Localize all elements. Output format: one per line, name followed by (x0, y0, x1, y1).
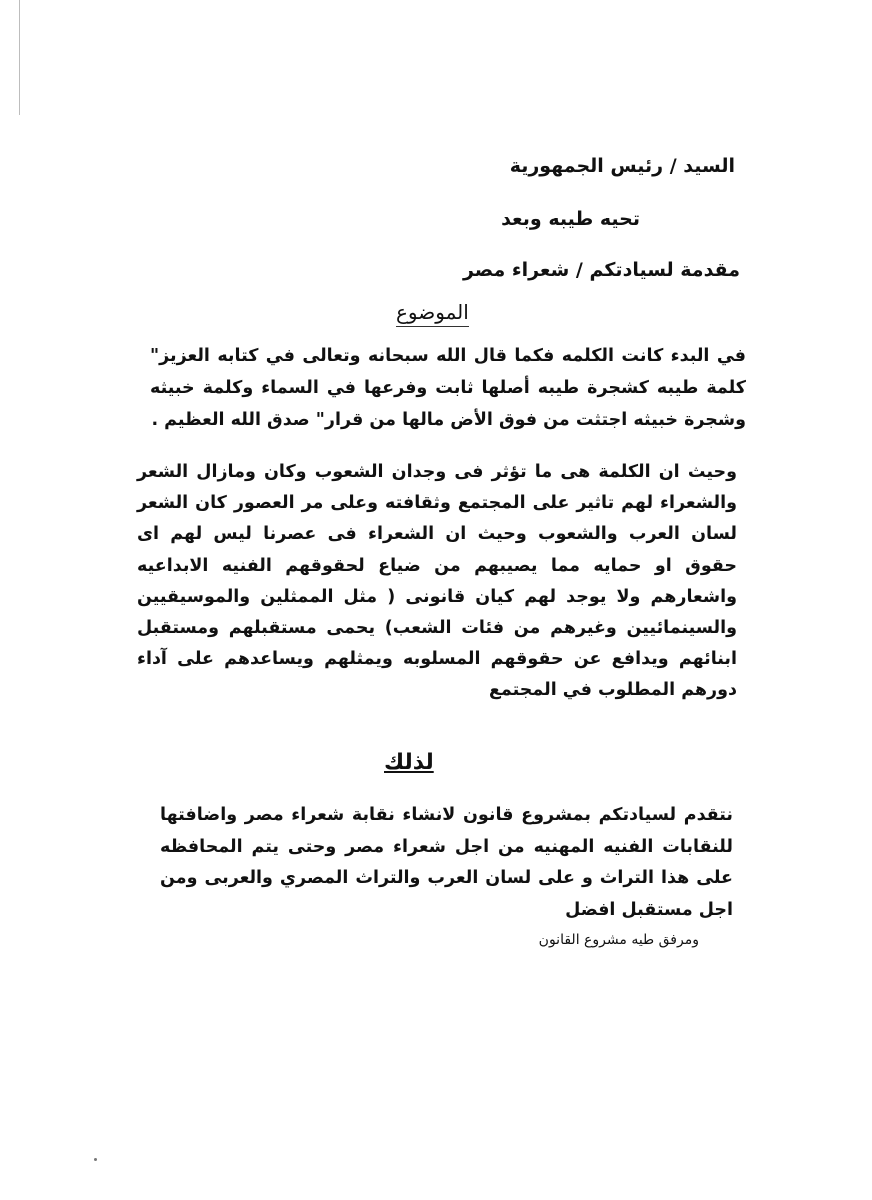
request-paragraph: نتقدم لسيادتكم بمشروع قانون لانشاء نقابة شعراء مصر واضافتها للنقابات الفنيه المهنيه من اجل شعراء مصر وحتى يتم المحافظه على هذا التراث و على لسان العرب والتراث المصري والعربى ومن اجل مستقبل افضل (160, 805, 733, 920)
attachment-note: ومرفق طيه مشروع القانون (538, 932, 699, 948)
opening-paragraph: في البدء كانت الكلمه فكما قال الله سبحانه وتعالى في كتابه العزيز" كلمة طيبه كشجرة طيبه أصلها ثابت وفرعها في السماء وكلمة خبيثه وشجرة خبيثه اجتثت من فوق الأض مالها من قرار" صدق الله العظيم . (150, 346, 746, 430)
greeting-line: تحيه طيبه وبعد (501, 208, 640, 230)
binding-edge-line (19, 0, 20, 115)
rationale-paragraph: وحيث ان الكلمة هى ما تؤثر فى وجدان الشعوب وكان ومازال الشعر والشعراء لهم تاثير على المجتمع وثقافته وعلى مر العصور كان الشعر لسان العرب والشعوب وحيث ان الشعراء فى عصرنا ليس لهم اى حقوق او حمايه مما يصيبهم من ضياع لحقوقهم الفنيه الابداعيه واشعارهم ولا يوجد لهم كيان قانونى ( مثل الممثلين والموسيقيين والسينمائيين وغيرهم من فئات الشعب) يحمى مستقبلهم ومستقبل ابنائهم ويدافع عن حقوقهم المسلوبه ويمثلهم ويساعدهم على آداء دورهم المطلوب في المجتمع (137, 462, 737, 701)
therefore-heading: لذلك (384, 750, 434, 775)
recipient-line: السيد / رئيس الجمهورية (509, 155, 735, 177)
subject-heading: الموضوع (396, 300, 469, 327)
scan-speck (94, 1158, 97, 1161)
sender-line: مقدمة لسيادتكم / شعراء مصر (462, 259, 740, 281)
